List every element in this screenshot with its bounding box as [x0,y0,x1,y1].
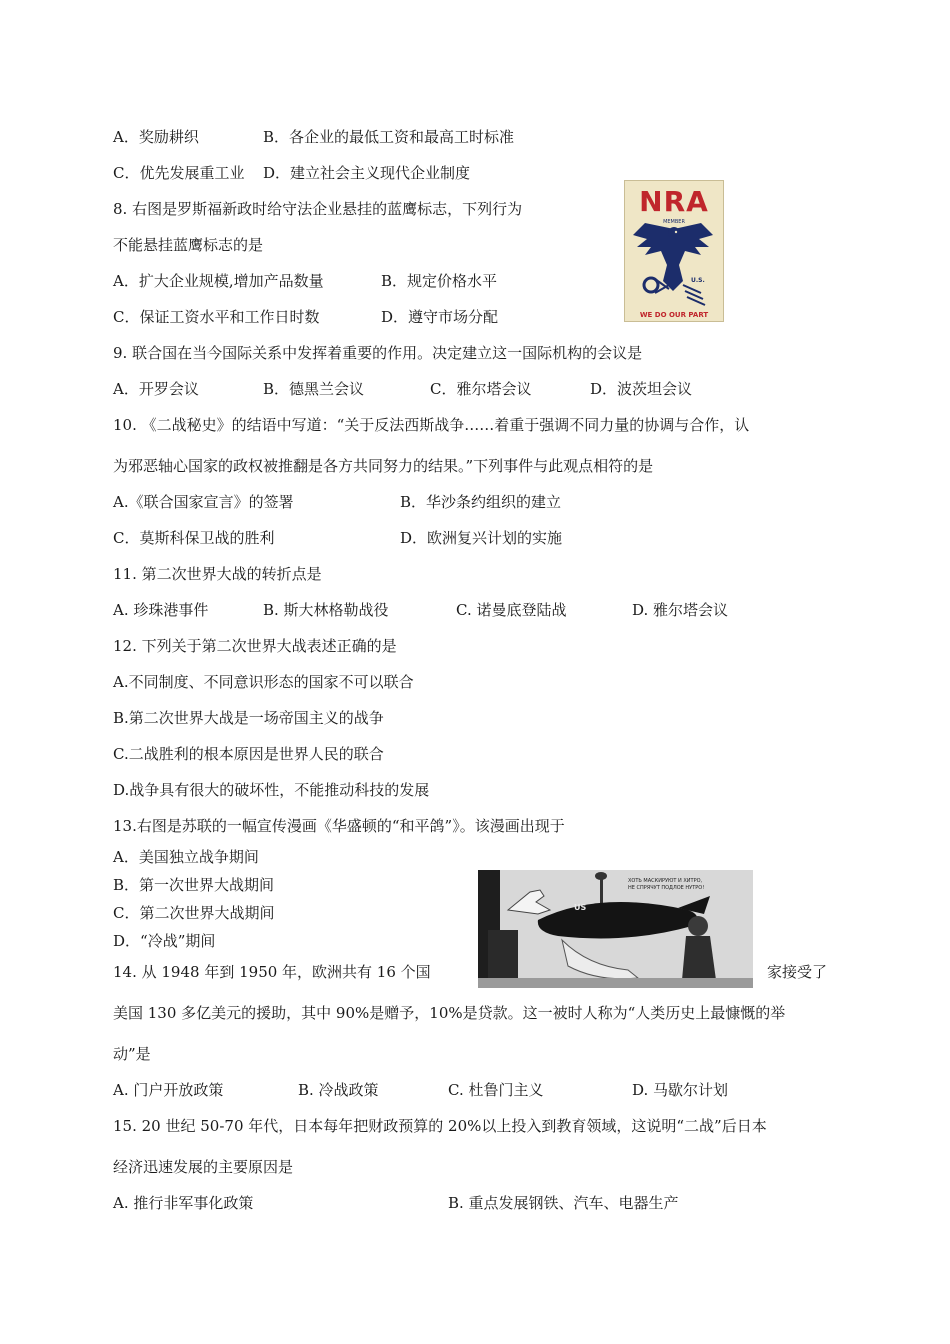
q14-option-b: B. 冷战政策 [298,1081,379,1099]
q14-stem-line1-start: 14. 从 1948 年到 1950 年，欧洲共有 16 个国 [113,963,431,981]
q11-option-b: B. 斯大林格勒战役 [263,601,389,619]
q14-option-a: A. 门户开放政策 [113,1081,224,1099]
q14-option-c: C. 杜鲁门主义 [448,1081,544,1099]
nra-member-text: MEMBER [663,219,685,225]
q10-option-c: C．莫斯科保卫战的胜利 [113,529,275,547]
q15-option-b: B. 重点发展钢铁、汽车、电器生产 [448,1194,679,1212]
q13-option-d: D．“冷战”期间 [113,932,216,950]
q9-option-a: A．开罗会议 [113,380,199,398]
q7-option-b: B．各企业的最低工资和最高工时标准 [263,128,515,146]
nra-blue-eagle-poster [624,180,724,322]
q13-option-a: A．美国独立战争期间 [113,848,259,866]
q11-option-d: D. 雅尔塔会议 [632,601,729,619]
q9-option-c: C．雅尔塔会议 [430,380,532,398]
nra-logo-text: NRA [639,185,709,218]
q11-option-c: C. 诺曼底登陆战 [456,601,567,619]
cartoon-caption-line1: ХОТЬ МАСКИРУЮТ И ХИТРО, [628,878,703,884]
q8-option-a: A．扩大企业规模,增加产品数量 [113,272,324,290]
q12-option-c: C.二战胜利的根本原因是世界人民的联合 [113,745,384,763]
q10-option-b: B．华沙条约组织的建立 [400,493,562,511]
q11-option-a: A. 珍珠港事件 [113,601,209,619]
q7-option-a: A．奖励耕织 [113,128,199,146]
q12-stem: 12. 下列关于第二次世界大战表述正确的是 [113,637,397,655]
q8-option-b: B．规定价格水平 [381,272,498,290]
q14-option-d: D. 马歇尔计划 [632,1081,729,1099]
q13-stem: 13.右图是苏联的一幅宣传漫画《华盛顿的“和平鸽”》。该漫画出现于 [113,817,565,835]
q10-stem-line2: 为邪恶轴心国家的政权被推翻是各方共同努力的结果。”下列事件与此观点相符的是 [113,457,654,475]
q14-stem-line2: 美国 130 多亿美元的援助，其中 90%是赠予，10%是贷款。这一被时人称为“人类历史上最慷慨的举 [113,1004,786,1022]
q13-option-c: C．第二次世界大战期间 [113,904,275,922]
q9-stem: 9. 联合国在当今国际关系中发挥着重要的作用。决定建立这一国际机构的会议是 [113,344,643,362]
q10-option-a: A.《联合国家宣言》的签署 [113,493,294,511]
blue-eagle-icon [625,181,723,321]
q12-option-a: A.不同制度、不同意识形态的国家不可以联合 [113,673,414,691]
q7-option-c: C．优先发展重工业 [113,164,245,182]
q8-stem-line1: 8. 右图是罗斯福新政时给守法企业悬挂的蓝鹰标志，下列行为 [113,200,523,218]
cartoon-caption-line2: НЕ СПРЯЧУТ ПОДЛОЕ НУТРО! [628,885,705,891]
q10-stem-line1: 10. 《二战秘史》的结语中写道：“关于反法西斯战争……着重于强调不同力量的协调与合作，认 [113,416,750,434]
q15-stem-line1: 15. 20 世纪 50-70 年代，日本每年把财政预算的 20%以上投入到教育领域，这说明“二战”后日本 [113,1117,767,1135]
q11-stem: 11. 第二次世界大战的转折点是 [113,565,322,583]
q9-option-b: B．德黑兰会议 [263,380,365,398]
q13-option-b: B．第一次世界大战期间 [113,876,275,894]
q14-stem-line1-end: 家接受了 [767,963,828,981]
cartoon-bomb-label: US [574,903,587,912]
q8-stem-line2: 不能悬挂蓝鹰标志的是 [113,236,264,254]
q8-option-d: D．遵守市场分配 [381,308,499,326]
q8-option-c: C．保证工资水平和工作日时数 [113,308,320,326]
q10-option-d: D．欧洲复兴计划的实施 [400,529,563,547]
soviet-propaganda-cartoon [478,870,753,988]
q14-stem-line3: 动”是 [113,1045,151,1063]
q15-stem-line2: 经济迅速发展的主要原因是 [113,1158,294,1176]
q12-option-d: D.战争具有很大的破坏性，不能推动科技的发展 [113,781,430,799]
cartoon-caption [628,878,704,892]
q12-option-b: B.第二次世界大战是一场帝国主义的战争 [113,709,384,727]
q15-option-a: A. 推行非军事化政策 [113,1194,254,1212]
q7-option-d: D．建立社会主义现代企业制度 [263,164,471,182]
nra-us-text: U.S. [691,277,705,284]
q9-option-d: D．波茨坦会议 [590,380,693,398]
cartoon-illustration [478,870,753,988]
nra-slogan-text: WE DO OUR PART [639,311,709,319]
